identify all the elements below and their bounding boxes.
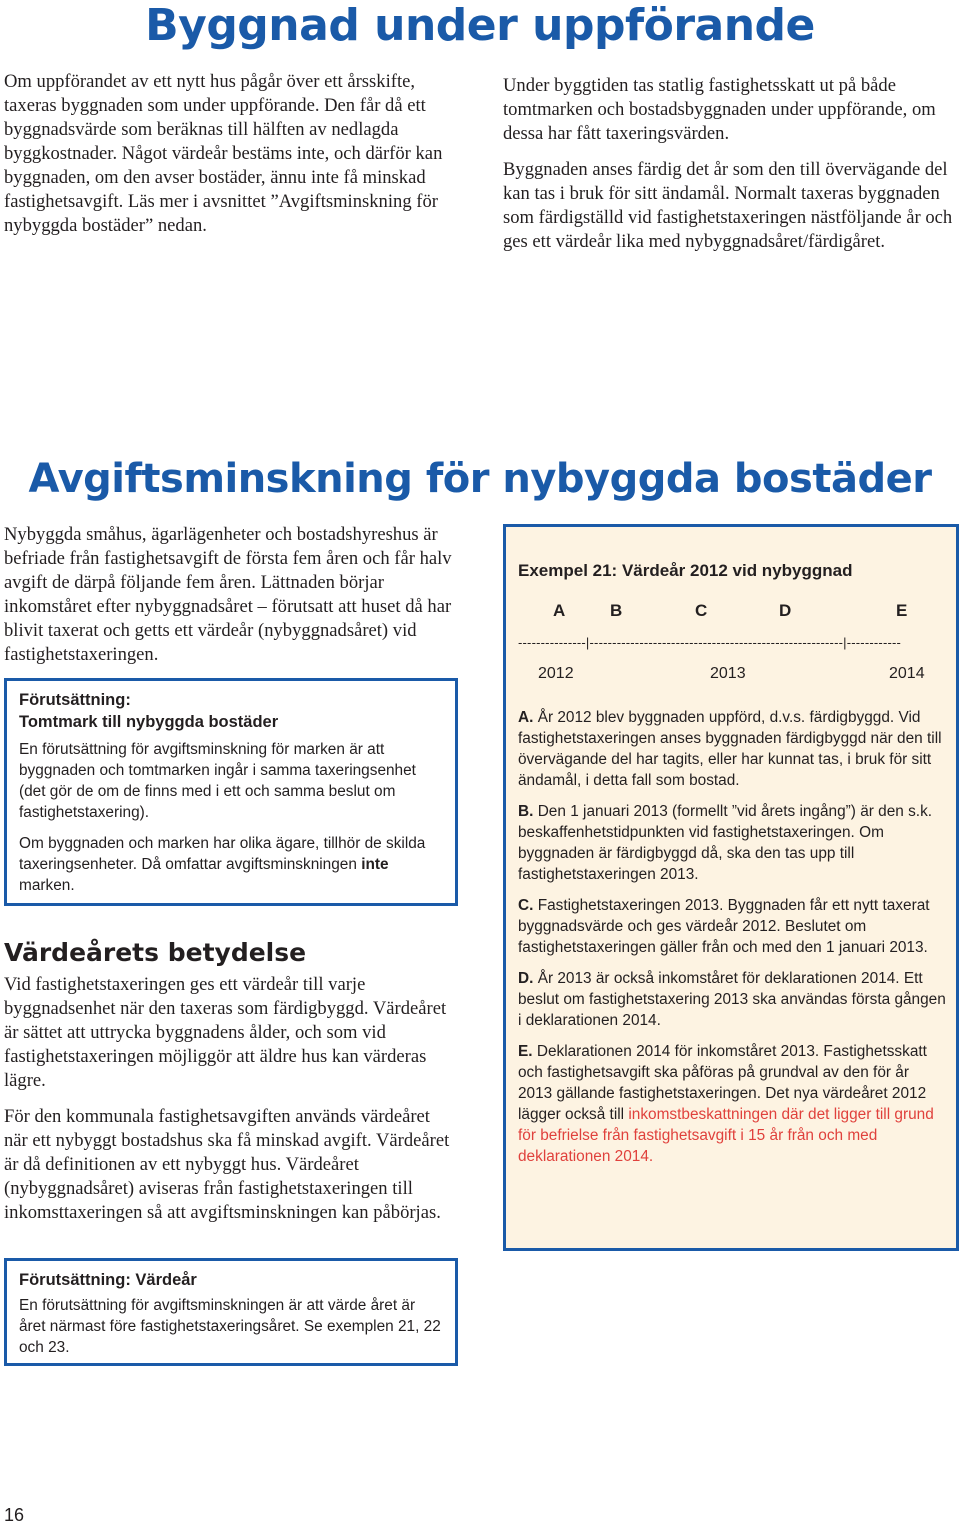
item-text: Deklarationen 2014 för inkomståret 2013. Fastighetsskatt och fastighetsavgift ska påföras på grundval av den för år 2013 gällande fastighetstaxeringen. Det nya värdeåret 2012 lägger också till	[518, 1043, 927, 1123]
intro-right-p2: Byggnaden anses färdig det år som den till övervägande del kan tas i bruk för sitt ändamål. Normalt taxeras byggnaden som färdigställd vid fastighetstaxeringen nästföljande år och ges ett värdeår lika med nybyggnadsåret/färdigåret.	[503, 159, 953, 252]
box-p2-before: Om byggnaden och marken har olika ägare, tillhör de skilda taxeringsenheter. Då omfattar avgiftsminskningen	[19, 835, 426, 873]
box-heading-line2: Tomtmark till nybyggda bostäder	[19, 713, 279, 731]
intro-left-text: Om uppförandet av ett nytt hus pågår över ett årsskifte, taxeras byggnaden som under uppförande. Den får då ett byggnadsvärde som beräknas till hälften av nedlagda byggkostnader. Något värdeår bestäms inte, och därför kan byggnaden, om den avser bostäder, ännu inte få minskad fastighetsavgift. Läs mer i avsnittet ”Avgiftsminskning för nybyggda bostäder” nedan.	[4, 71, 443, 236]
timeline-year-2013: 2013	[710, 665, 746, 682]
item-label: D.	[518, 970, 534, 987]
prerequisite-box-vardear	[4, 1258, 458, 1366]
page-number: 16	[4, 1505, 25, 1525]
timeline-letter-c: C	[695, 601, 708, 620]
timeline-letter-a: A	[553, 601, 566, 620]
example-item-a	[518, 707, 946, 791]
item-label: C.	[518, 897, 534, 914]
example-item-b	[518, 801, 946, 885]
timeline-letter-e: E	[896, 601, 908, 620]
intro-paragraph-right	[503, 74, 959, 266]
box-heading-line1: Förutsättning:	[19, 691, 131, 709]
prerequisite-box-land	[4, 678, 458, 906]
box-paragraph-1: En förutsättning för avgiftsminskning för marken är att byggnaden och tomtmarken ingår i samma taxeringsenhet (det gör de om de finns med i ett och samma beslut om fastighetstaxering).	[19, 741, 416, 821]
example-item-d	[518, 968, 946, 1031]
item-label: A.	[518, 709, 534, 726]
example-title: Exempel 21: Värdeår 2012 vid nybyggnad	[518, 561, 853, 580]
section-intro	[4, 523, 454, 679]
box-p2-after: marken.	[19, 877, 75, 894]
timeline-letter-d: D	[779, 601, 792, 620]
vardear-p1: Vid fastighetstaxeringen ges ett värdeår till varje byggnadsenhet när den taxeras som färdigbyggd. Värdeåret är sättet att uttrycka byggnadens ålder, och som vid fastighetstaxeringen möjliggör att äldre hus kan värderas lägre.	[4, 974, 447, 1091]
item-text-highlight: inkomstbeskattningen där det ligger till grund för befrielse från fastighetsavgift i 15 år från och med deklarationen 2014.	[518, 1106, 934, 1165]
intro-right-p1: Under byggtiden tas statlig fastighetsskatt ut på både tomtmarken och bostadsbyggnaden under uppförande, om dessa har fått taxeringsvärden.	[503, 75, 936, 144]
box-paragraph-2	[19, 833, 443, 896]
intro-paragraph-left	[4, 70, 454, 250]
box-p2-emph: inte	[361, 856, 389, 873]
box2-heading: Förutsättning: Värdeår	[19, 1271, 197, 1289]
item-text: År 2012 blev byggnaden uppförd, d.v.s. färdigbyggd. Vid fastighetstaxeringen anses byggnaden färdigbyggd när den till övervägande del har tagits, eller har kunnat tas, i bruk för sitt ändamål, i detta fall som bostad.	[518, 709, 942, 789]
timeline-year-2014: 2014	[889, 665, 925, 682]
vardear-heading: Värdeårets betydelse	[4, 938, 307, 967]
timeline-year-2012: 2012	[538, 665, 574, 682]
section-intro-text: Nybyggda småhus, ägarlägenheter och bostadshyreshus är befriade från fastighetsavgift de första fem åren och får halv avgift de därpå följande fem åren. Lättnaden börjar inkomståret efter nybyggnadsåret – förutsatt att huset då har blivit taxerat och getts ett värdeår (nybyggnadsåret) vid fastighetstaxeringen.	[4, 524, 452, 665]
item-text: Fastighetstaxeringen 2013. Byggnaden får ett nytt taxerat byggnadsvärde och ges värdeår 2012. Beslutet om fastighetstaxeringen gäller från och med den 1 januari 2013.	[518, 897, 930, 956]
vardear-p2: För den kommunala fastighetsavgiften används värdeåret när ett nybyggt bostadshus ska få minskad avgift. Värdeåret är då definitionen av ett nybyggt hus. Värdeåret (nybyggnadsåret) aviseras från fastighetstaxeringen till inkomsttaxeringen så att avgiftsminskningen kan påbörjas.	[4, 1106, 450, 1223]
item-text: År 2013 är också inkomståret för deklarationen 2014. Ett beslut om fastighetstaxering 2013 ska användas första gången i deklarationen 2014.	[518, 970, 946, 1029]
box2-text: En förutsättning för avgiftsminskningen är att värde året är året närmast före fastighetstaxeringsåret. Se exemplen 21, 22 och 23.	[19, 1297, 441, 1356]
timeline-line: ---------------|--------------------------------------------------------|------------	[518, 635, 902, 650]
timeline-letter-b: B	[610, 601, 623, 620]
item-text: Den 1 januari 2013 (formellt ”vid årets ingång”) är den s.k. beskaffenhetstidpunkten vid fastighetstaxeringen. Om byggnaden är färdigbyggd då, ska den tas upp till fastighetstaxeringen 2013.	[518, 803, 933, 883]
example-item-e	[518, 1041, 946, 1167]
example-item-c	[518, 895, 946, 958]
item-label: B.	[518, 803, 534, 820]
example-items	[518, 707, 946, 1177]
vardear-text	[4, 973, 454, 1237]
example-box	[503, 524, 959, 1251]
section-title: Avgiftsminskning för nybyggda bostäder	[28, 456, 932, 502]
page-title: Byggnad under uppförande	[145, 0, 815, 51]
item-label: E.	[518, 1043, 533, 1060]
